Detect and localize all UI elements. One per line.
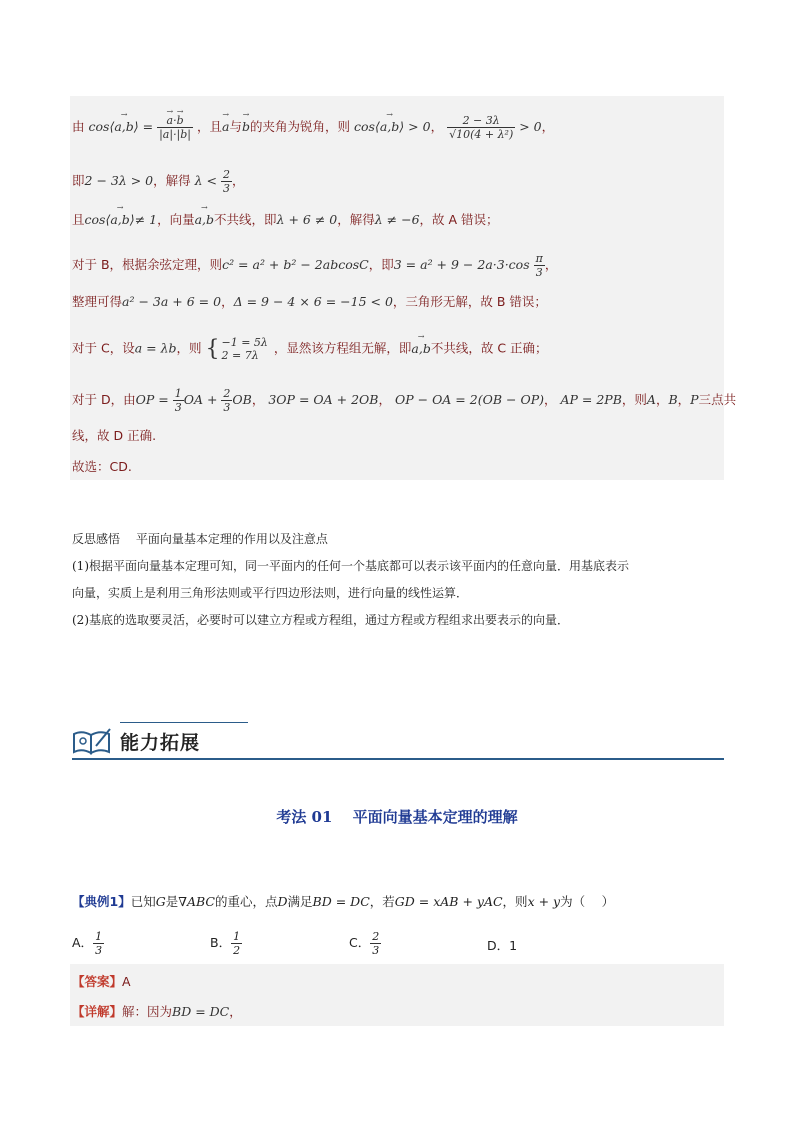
one-third-fraction: $\frac{1}{3}$ bbox=[174, 387, 182, 414]
solution-line-9: 故选：CD. bbox=[72, 459, 132, 474]
kaofa-title: 考法 01 平面向量基本定理的理解 bbox=[276, 808, 518, 826]
solution-block bbox=[70, 96, 724, 480]
reflection-title: 反思感悟 平面向量基本定理的作用以及注意点 bbox=[72, 532, 328, 546]
option-d[interactable]: D．1 bbox=[487, 938, 518, 953]
example-tag: 【典例1】 bbox=[72, 894, 131, 909]
solution-line-1: 由 cos⟨→ a,b⟩ = → $\frac{a\cdot\to b}{|a|\cdot|b|}$ ，且→ a与→ b的夹角为锐角，则 cos⟨→ a,b⟩ > 0， $\frac{2 - 3\lambda}{\text{√10(4 + λ²)}}$ > 0， bbox=[72, 114, 554, 141]
solution-line-6: 对于 C，设a = λb，则 { −1 = 5λ 2 = 7λ ，显然该方程组无解，即→ a,b不共线，故 C 正确； bbox=[72, 336, 548, 362]
solution-line-3: 且cos⟨→ a,b⟩≠ 1，向量→ a,b不共线，即λ + 6 ≠ 0，解得λ ≠ −6，故 A 错误； bbox=[72, 210, 499, 228]
solution-line-4: 对于 B，根据余弦定理，则c² = a² + b² − 2abcosC，即3 = a² + 9 − 2a·3·cos $\frac{\pi}{3}$ ， bbox=[72, 252, 558, 279]
example-1: 【典例1】已知G是∇ABC的重心，点D满足BD = DC，若GD = xAB + yAC，则x + y为（ ） bbox=[72, 894, 615, 909]
solution-line-5: 整理可得a² − 3a + 6 = 0，Δ = 9 − 4 × 6 = −15 < 0，三角形无解，故 B 错误； bbox=[72, 294, 547, 309]
detail-line: 【详解】解：因为BD = DC， bbox=[72, 1004, 242, 1019]
pi-thirds-fraction: $\frac{\pi}{3}$ bbox=[535, 252, 543, 279]
cos-fraction: → $\frac{a\cdot\to b}{|a|\cdot|b|}$ bbox=[157, 114, 193, 141]
solution-line-2: 即2 − 3λ > 0，解得 λ < $\frac{2}{3}$ ， bbox=[72, 168, 245, 195]
section-title: 能力拓展 bbox=[120, 733, 201, 754]
two-thirds-fraction-b: $\frac{2}{3}$ bbox=[223, 387, 231, 414]
reflection-paragraph-2: 向量，实质上是利用三角形法则或平行四边形法则，进行向量的线性运算． bbox=[72, 586, 469, 600]
lambda-fraction: $\frac{2 - 3\lambda}{\text{√10(4 + λ²)}}$ bbox=[449, 114, 514, 141]
reflection-paragraph-1: (1)根据平面向量基本定理可知，同一平面内的任何一个基底都可以表示该平面内的任意向量．用基底表示 bbox=[72, 559, 630, 573]
section-top-line bbox=[120, 722, 248, 723]
two-thirds-fraction: $\frac{2}{3}$ bbox=[223, 168, 230, 195]
solution-line-8: 线，故 D 正确. bbox=[72, 428, 157, 443]
option-b[interactable]: B． $\frac{1}{2}$ bbox=[210, 930, 241, 957]
option-a[interactable]: A． $\frac{1}{3}$ bbox=[72, 930, 103, 957]
option-c[interactable]: C． $\frac{2}{3}$ bbox=[349, 930, 380, 957]
reflection-paragraph-3: (2)基底的选取要灵活，必要时可以建立方程或方程组，通过方程或方程组求出要表示的向量． bbox=[72, 613, 570, 627]
answer-line: 【答案】A bbox=[72, 974, 131, 989]
section-header bbox=[72, 718, 724, 760]
answer-value: A bbox=[122, 974, 131, 989]
equation-system: −1 = 5λ 2 = 7λ bbox=[221, 336, 268, 362]
solution-line-7: 对于 D，由OP = $\frac{1}{3}$ OA + $\frac{2}{3}$ OB， 3OP = OA + 2OB， OP − OA = 2(OB − OP)， AP = 2PB，则A，B，P三点共 bbox=[72, 387, 737, 414]
section-rule bbox=[72, 758, 724, 760]
book-pen-icon bbox=[72, 726, 112, 756]
